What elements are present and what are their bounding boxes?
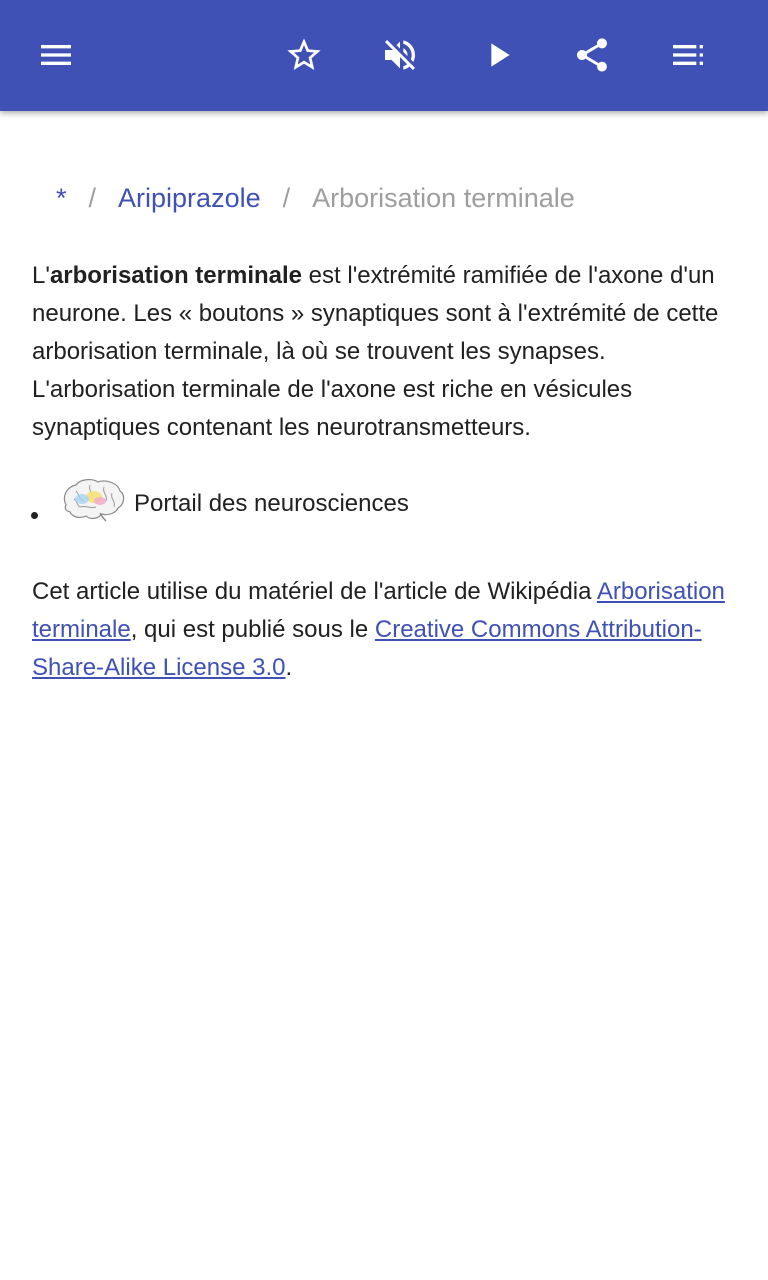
breadcrumb-separator: / [88, 183, 97, 213]
list-icon [668, 35, 708, 75]
share-button[interactable] [568, 31, 616, 79]
portal-label[interactable]: • Portail des neurosciences [134, 490, 409, 517]
intro-bold-term: arborisation terminale [49, 262, 303, 289]
breadcrumb-parent-link[interactable]: Aripiprazole [118, 183, 261, 213]
breadcrumb-root-link[interactable]: * [56, 183, 67, 213]
play-button[interactable] [474, 31, 522, 79]
star-outline-icon [284, 35, 324, 75]
mute-button[interactable] [376, 31, 424, 79]
breadcrumb [32, 181, 736, 215]
favorite-button[interactable] [280, 31, 328, 79]
share-icon [572, 35, 612, 75]
intro-prefix: L' [32, 262, 50, 289]
table-of-contents-button[interactable] [664, 31, 712, 79]
menu-button[interactable] [32, 31, 80, 79]
source-article-link[interactable]: Arborisation terminale [32, 578, 725, 643]
article-content [32, 111, 736, 687]
brain-icon [60, 477, 126, 523]
play-icon [478, 35, 518, 75]
license-link[interactable]: Creative Commons Attribution-Share-Alike License 3.0 [32, 616, 702, 681]
breadcrumb-current: Arborisation terminale [312, 183, 575, 213]
license-notice [32, 573, 736, 687]
app-bar [0, 0, 768, 111]
breadcrumb-separator: / [282, 183, 291, 213]
volume-off-icon [380, 35, 420, 75]
license-suffix: . [285, 654, 293, 681]
license-prefix: Cet article utilise du matériel de l'article de Wikipédia [32, 578, 597, 605]
article-intro [32, 257, 736, 447]
portal-list-item[interactable] [52, 477, 736, 535]
intro-text: est l'extrémité ramifiée de l'axone d'un neurone. Les « boutons » synaptiques sont à l'extrémité de cette arborisation terminale, là où se trouvent les synapses. L'arborisation terminale de l'axone est riche en vésicules synaptiques contenant les neurotransmetteurs. [32, 262, 719, 441]
license-middle: , qui est publié sous le [130, 616, 375, 643]
menu-icon [36, 35, 76, 75]
portal-list [32, 477, 736, 535]
